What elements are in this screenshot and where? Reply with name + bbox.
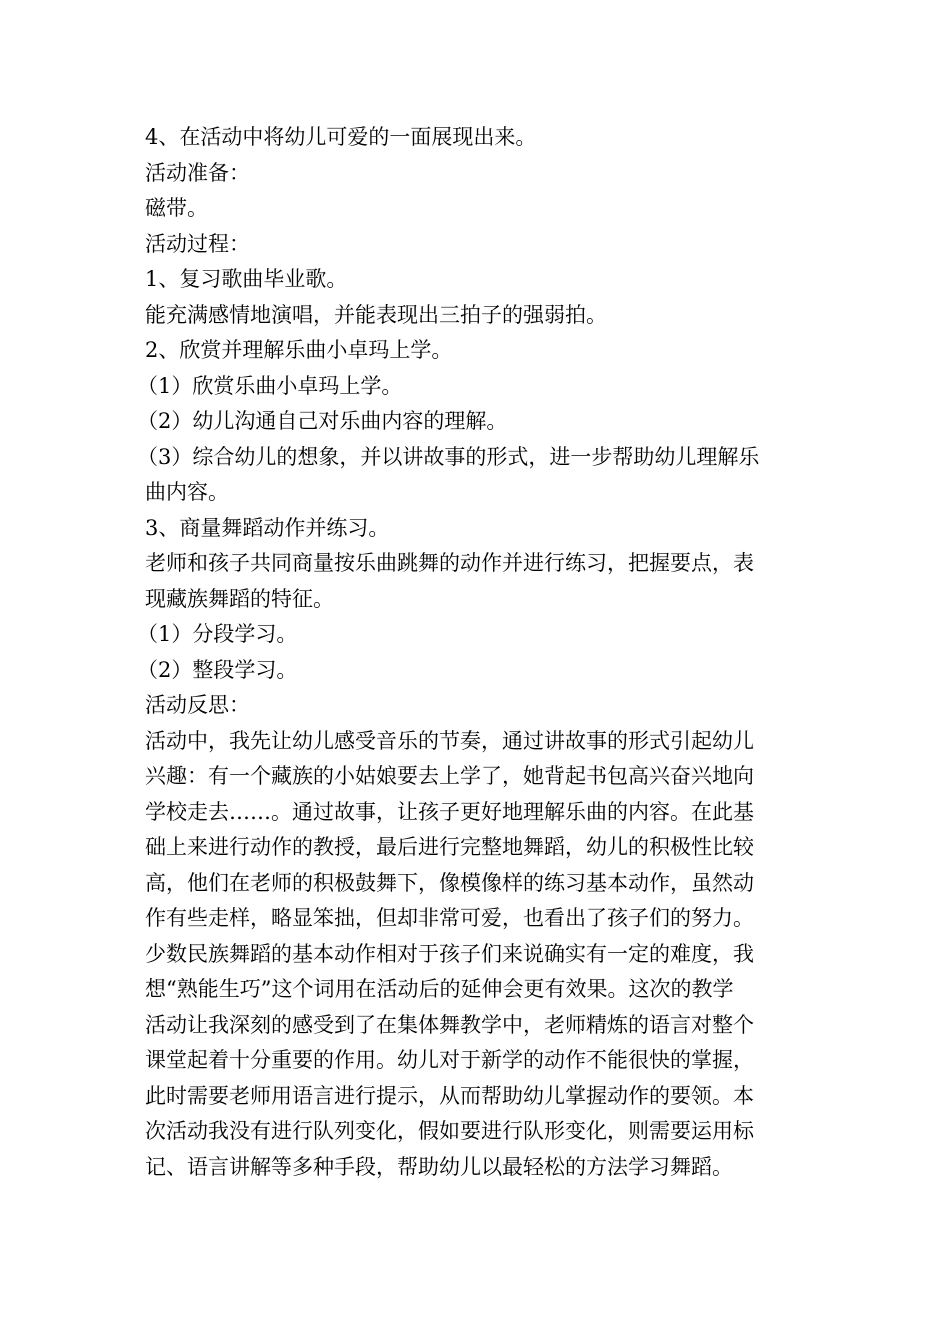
text-line: 曲内容。 [145,480,229,504]
text-line: 活动中，我先让幼儿感受音乐的节奏，通过讲故事的形式引起幼儿 [145,728,754,753]
section-heading-preparation: 活动准备： [145,160,250,185]
text-line: 想“熟能生巧”这个词用在活动后的延伸会更有效果。这次的教学 [145,977,734,1001]
text-line: （1）分段学习。 [137,622,298,646]
text-line: 3、商量舞蹈动作并练习。 [145,515,390,540]
text-line: 础上来进行动作的教授，最后进行完整地舞蹈，幼儿的积极性比较 [145,835,754,859]
text-line: 磁带。 [145,196,208,220]
section-heading-reflection: 活动反思： [145,693,250,717]
text-line: 老师和孩子共同商量按乐曲跳舞的动作并进行练习，把握要点，表 [145,551,754,575]
text-line: 2、欣赏并理解乐曲小卓玛上学。 [145,338,453,362]
text-line: 次活动我没有进行队列变化，假如要进行队形变化，则需要运用标 [145,1119,754,1143]
text-line: 课堂起着十分重要的作用。幼儿对于新学的动作不能很快的掌握， [145,1048,754,1072]
text-line: 现藏族舞蹈的特征。 [145,586,334,611]
document-body [137,120,810,1185]
section-heading-process: 活动过程： [145,231,250,256]
text-line: 1、复习歌曲毕业歌。 [145,267,348,291]
text-line: 4、在活动中将幼儿可爱的一面展现出来。 [145,125,537,149]
text-line: 能充满感情地演唱，并能表现出三拍子的强弱拍。 [145,302,607,327]
text-line: （2）整段学习。 [137,657,298,682]
text-line: 此时需要老师用语言进行提示，从而帮助幼儿掌握动作的要领。本 [145,1083,754,1108]
text-line: （3）综合幼儿的想象，并以讲故事的形式，进一步帮助幼儿理解乐 [137,444,760,469]
text-line: 兴趣：有一个藏族的小姑娘要去上学了，她背起书包高兴奋兴地向 [145,764,754,788]
text-line: 作有些走样，略显笨拙，但却非常可爱，也看出了孩子们的努力。 [145,906,754,930]
text-line: 记、语言讲解等多种手段，帮助幼儿以最轻松的方法学习舞蹈。 [145,1154,733,1179]
text-line: （2）幼儿沟通自己对乐曲内容的理解。 [137,409,508,433]
text-line: （1）欣赏乐曲小卓玛上学。 [137,373,403,398]
text-line: 高，他们在老师的积极鼓舞下，像模像样的练习基本动作，虽然动 [145,870,754,895]
text-line: 少数民族舞蹈的基本动作相对于孩子们来说确实有一定的难度，我 [145,941,754,966]
text-line: 学校走去……。通过故事，让孩子更好地理解乐曲的内容。在此基 [145,799,754,824]
text-line: 活动让我深刻的感受到了在集体舞教学中，老师精炼的语言对整个 [145,1012,754,1037]
